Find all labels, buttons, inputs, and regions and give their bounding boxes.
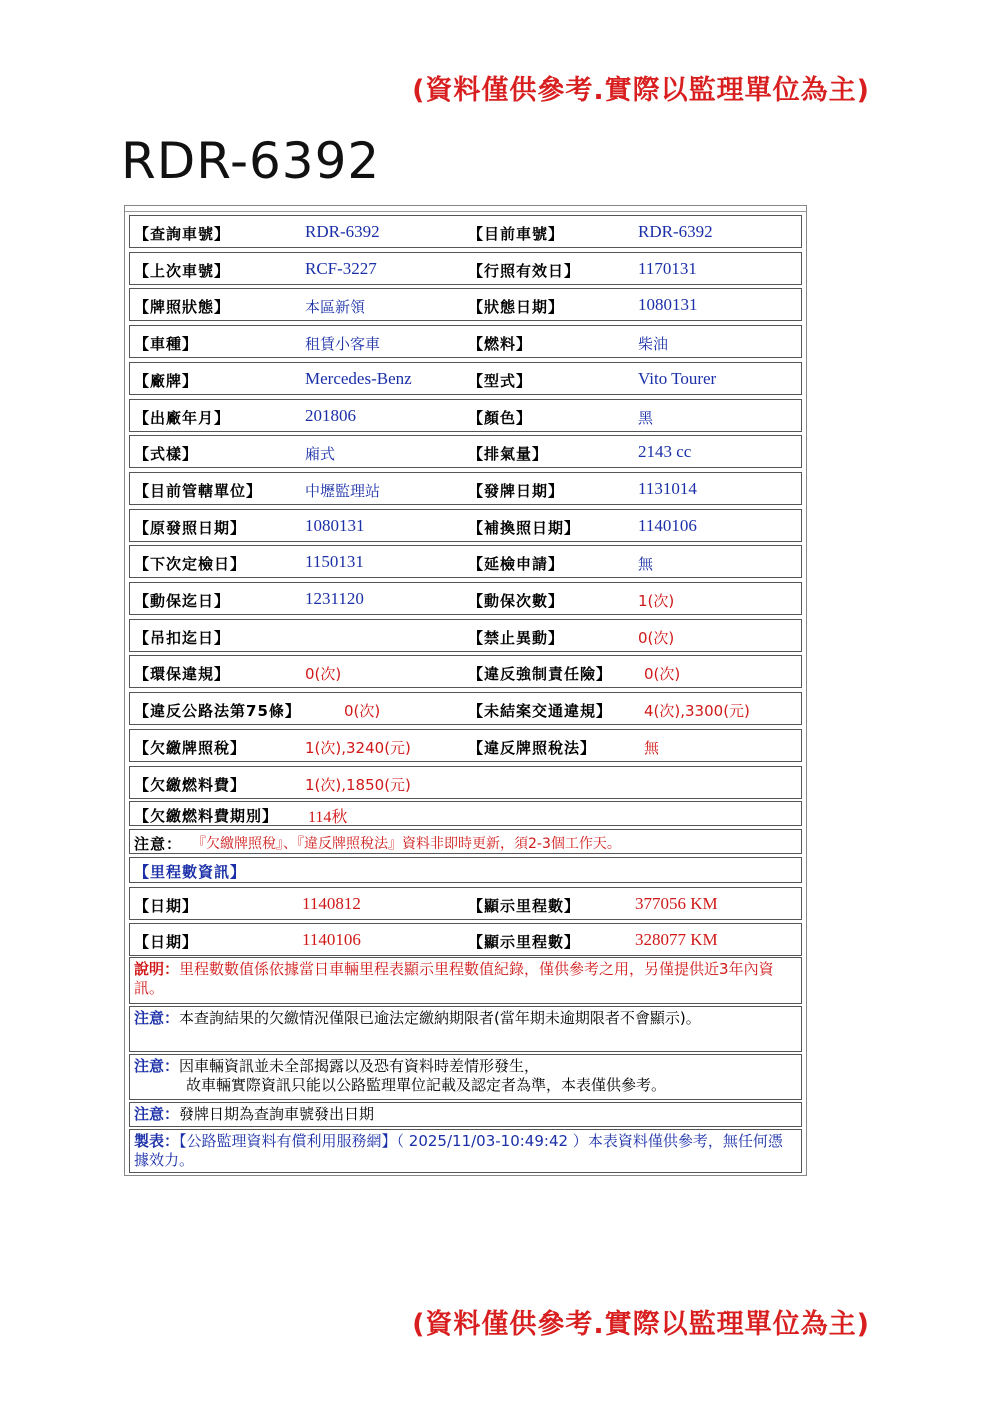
fuel-period-label: 【欠繳燃料費期別】 <box>134 807 279 825</box>
note2-line2: 故車輛實際資訊只能以公路監理單位記載及認定者為準，本表僅供參考。 <box>186 1076 667 1094</box>
field-label: 【環保違規】 <box>134 665 231 684</box>
field-label: 【延檢申請】 <box>468 555 565 574</box>
field-label: 【未結案交通違規】 <box>468 702 613 721</box>
field-label: 【型式】 <box>468 371 533 390</box>
field-value: RCF-3227 <box>305 258 377 278</box>
table-row <box>129 252 802 285</box>
field-label: 【動保迄日】 <box>134 592 231 610</box>
table-row <box>129 362 802 395</box>
field-label: 【顏色】 <box>468 408 533 427</box>
table-row <box>129 509 802 542</box>
note1-prefix: 注意： <box>134 1009 180 1027</box>
explain-prefix: 說明： <box>134 960 180 978</box>
table-row <box>129 545 802 578</box>
mileage-row <box>129 923 802 956</box>
table-row <box>129 655 802 688</box>
disclaimer-top: (資料僅供參考.實際以監理單位為主) <box>412 75 870 106</box>
field-value: 1131014 <box>638 478 697 498</box>
vehicle-info-table <box>124 205 807 1176</box>
field-value: 1140106 <box>638 515 697 535</box>
field-label: 【動保次數】 <box>468 592 565 610</box>
field-label: 【發牌日期】 <box>468 481 565 500</box>
field-label: 【違反強制責任險】 <box>468 665 613 684</box>
field-label: 【行照有效日】 <box>468 261 581 280</box>
field-label: 【吊扣迄日】 <box>134 628 231 647</box>
mileage-km-value: 328077 KM <box>635 930 718 949</box>
mileage-date-value: 1140106 <box>302 930 361 949</box>
mileage-date-value: 1140812 <box>302 894 361 913</box>
field-value: Vito Tourer <box>638 368 717 388</box>
field-label: 【查詢車號】 <box>134 225 231 243</box>
disclosure-note-row <box>129 1054 802 1100</box>
sync-notice-text: 『欠繳牌照稅』、『違反牌照稅法』資料非即時更新，須2-3個工作天。 <box>192 836 621 852</box>
mileage-row <box>129 887 802 920</box>
mileage-header: 【里程數資訊】 <box>134 863 247 881</box>
field-value: 0(次) <box>644 665 681 684</box>
field-label: 【禁止異動】 <box>468 628 565 647</box>
field-label: 【牌照狀態】 <box>134 298 231 317</box>
fuel-period-row <box>129 801 802 826</box>
mileage-date-label: 【日期】 <box>134 897 199 915</box>
field-value: 1(次) <box>638 592 675 610</box>
table-row <box>129 619 802 652</box>
field-label: 【補換照日期】 <box>468 518 581 537</box>
mileage-km-value: 377056 KM <box>635 894 718 913</box>
field-label: 【上次車號】 <box>134 261 231 280</box>
table-row <box>129 766 802 799</box>
table-row <box>129 582 802 615</box>
field-label: 【違反公路法第75條】 <box>134 702 301 721</box>
table-row <box>129 729 802 762</box>
footer-timestamp: （ 2025/11/03-10:49:42 ） <box>396 1132 588 1150</box>
field-value: 1(次),1850(元) <box>305 775 411 794</box>
field-value: 2143 cc <box>638 442 692 462</box>
note2-line1: 因車輛資訊並未全部揭露以及恐有資料時差情形發生， <box>179 1057 540 1075</box>
field-label: 【出廠年月】 <box>134 408 231 427</box>
mileage-km-label: 【顯示里程數】 <box>468 933 581 951</box>
table-row <box>129 692 802 725</box>
fuel-period-value: 114秋 <box>308 809 348 826</box>
field-label: 【廠牌】 <box>134 371 199 390</box>
field-value: 0(次) <box>305 665 342 684</box>
field-label: 【目前車號】 <box>468 225 565 243</box>
field-value: 0(次) <box>344 702 381 721</box>
field-value: 黑 <box>638 408 654 427</box>
explain-text: 里程數數值係依據當日車輛里程表顯示里程數值紀錄，僅供參考之用，另僅提供近3年內資訊。 <box>134 960 774 997</box>
field-label: 【原發照日期】 <box>134 518 247 537</box>
footer-source: 【公路監理資料有償利用服務網】 <box>179 1132 397 1150</box>
field-value: 4(次),3300(元) <box>644 702 750 721</box>
mileage-date-label: 【日期】 <box>134 933 199 951</box>
field-label: 【目前管轄單位】 <box>134 481 263 500</box>
sync-notice-prefix: 注意： <box>134 835 183 853</box>
field-value: 無 <box>638 555 654 574</box>
footer-text: 本表資料僅供參考，無任何憑據效力。 <box>134 1132 783 1169</box>
field-value: Mercedes-Benz <box>305 368 412 388</box>
field-value: 租賃小客車 <box>305 335 381 354</box>
field-value: 1(次),3240(元) <box>305 738 411 757</box>
field-value: 1231120 <box>305 589 364 608</box>
footer-prefix: 製表： <box>134 1132 180 1150</box>
field-label: 【下次定檢日】 <box>134 555 247 574</box>
field-label: 【違反牌照稅法】 <box>468 738 597 757</box>
footer-row <box>129 1129 802 1173</box>
mileage-explain-row <box>129 957 802 1004</box>
sync-notice-row <box>129 829 802 854</box>
field-value: 201806 <box>305 405 356 425</box>
field-label: 【車種】 <box>134 335 199 354</box>
plate-number-title: RDR-6392 <box>121 132 381 190</box>
table-row <box>129 435 802 468</box>
plate-date-note-row <box>129 1102 802 1127</box>
field-label: 【式樣】 <box>134 445 199 464</box>
field-value: 廂式 <box>305 445 336 464</box>
field-value: 柴油 <box>638 335 669 354</box>
mileage-km-label: 【顯示里程數】 <box>468 897 581 915</box>
field-value: 1080131 <box>638 295 698 315</box>
table-row <box>129 215 802 248</box>
field-value: 中壢監理站 <box>305 481 381 500</box>
field-value: 1080131 <box>305 515 365 535</box>
mileage-header-row <box>129 857 802 883</box>
overdue-note-row <box>129 1006 802 1052</box>
field-value: 1150131 <box>305 552 364 572</box>
table-row <box>129 325 802 358</box>
table-top-border <box>125 206 806 212</box>
table-row <box>129 472 802 505</box>
note2-prefix: 注意： <box>134 1057 180 1075</box>
field-label: 【狀態日期】 <box>468 298 565 317</box>
note3-text: 發牌日期為查詢車號發出日期 <box>179 1105 375 1123</box>
field-value: 無 <box>644 738 660 757</box>
field-label: 【燃料】 <box>468 335 533 354</box>
table-row <box>129 399 802 432</box>
disclaimer-bottom: (資料僅供參考.實際以監理單位為主) <box>412 1309 870 1340</box>
note1-text: 本查詢結果的欠繳情況僅限已逾法定繳納期限者(當年期未逾期限者不會顯示)。 <box>179 1009 701 1027</box>
table-row <box>129 288 802 321</box>
field-value: 1170131 <box>638 258 697 278</box>
field-value: RDR-6392 <box>305 222 380 241</box>
note3-prefix: 注意： <box>134 1105 180 1123</box>
field-label: 【欠繳牌照稅】 <box>134 738 247 757</box>
field-label: 【欠繳燃料費】 <box>134 775 247 794</box>
field-value: RDR-6392 <box>638 222 713 241</box>
field-value: 0(次) <box>638 628 675 647</box>
field-value: 本區新領 <box>305 298 366 317</box>
field-label: 【排氣量】 <box>468 445 549 464</box>
